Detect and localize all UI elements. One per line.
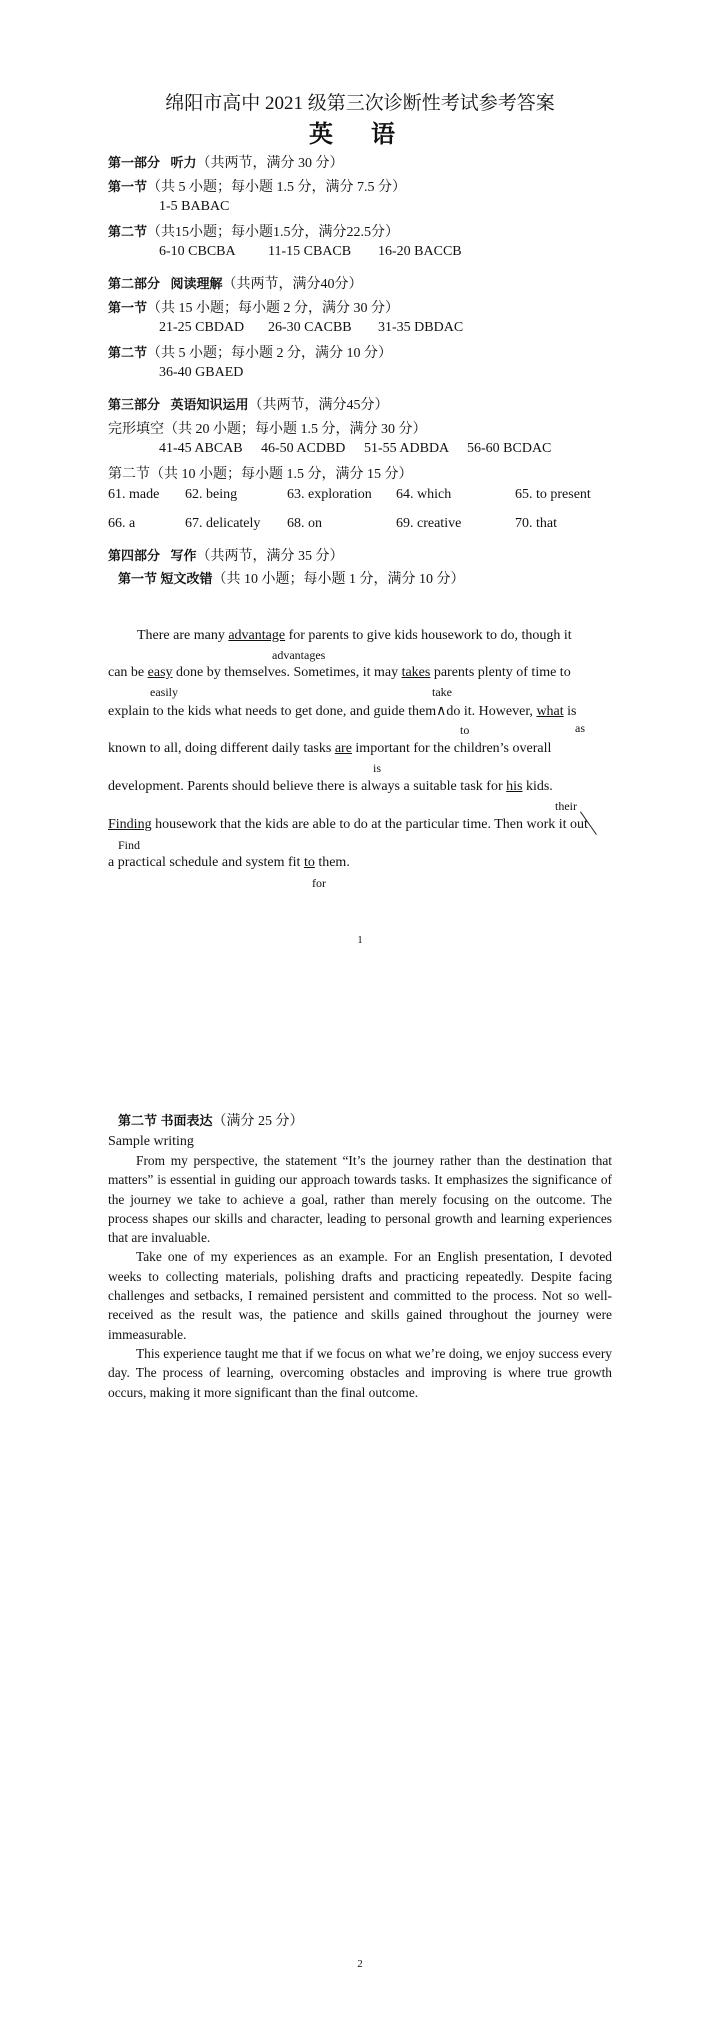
part1-heading [108, 152, 344, 172]
part3-sec1-answer-2: 46-50 ACDBD [261, 441, 346, 456]
part1-sec2-answer-1: 6-10 CBCBA [159, 244, 236, 259]
part1-name: 听力 [170, 156, 197, 171]
answer-69: 69. creative [396, 516, 462, 531]
part4-note: （共两节，满分 35 分） [196, 549, 344, 564]
insert-caret: ∧ [436, 704, 447, 719]
part3-sec1-heading: 完形填空（共 20 小题；每小题 1.5 分，满分 30 分） [108, 422, 427, 437]
part1-sec1-heading [108, 176, 406, 196]
part1-sec2-label: 第二节 [108, 225, 148, 240]
essay-paragraph-3: This experience taught me that if we focus on what we’re doing, we enjoy success every day. The process of learning, overcoming obstacles and improving is where true growth occurs, making it more significant than the final outcome. [108, 1345, 612, 1400]
correction-fix-2: easily [150, 685, 178, 699]
text: them. [314, 855, 350, 870]
text: do it. However, [446, 704, 537, 719]
text: development. Parents should believe there is always a suitable task for [108, 779, 507, 794]
part4-sec2-label: 第二节 [118, 1114, 158, 1129]
error-word: easy [147, 665, 173, 680]
part3-name: 英语知识运用 [170, 398, 249, 413]
part2-sec2-heading [108, 342, 392, 362]
part1-sec2-note: （共15小题；每小题1.5分，满分22.5分） [147, 225, 400, 240]
correction-line-4 [108, 741, 551, 757]
part1-sec2-answer-3: 16-20 BACCB [378, 244, 462, 259]
part3-note: （共两节，满分45分） [248, 398, 389, 413]
answer-68: 68. on [287, 516, 322, 531]
answer-65: 65. to present [515, 487, 591, 502]
answer-61: 61. made [108, 487, 160, 502]
part2-sec1-answer-3: 31-35 DBDAC [378, 320, 464, 335]
correction-fix-9: for [312, 876, 326, 890]
part2-sec2-note: （共 5 小题；每小题 2 分，满分 10 分） [147, 346, 393, 361]
part4-name: 写作 [170, 549, 197, 564]
part1-sec2-answer-2: 11-15 CBACB [268, 244, 352, 259]
part2-sec1-note: （共 15 小题；每小题 2 分，满分 30 分） [147, 301, 400, 316]
text: kids. [522, 779, 553, 794]
part1-label: 第一部分 [108, 156, 161, 171]
part2-sec2-label: 第二节 [108, 346, 148, 361]
error-word: are [334, 741, 352, 756]
essay-paragraph-2: Take one of my experiences as an example. For an English presentation, I devoted weeks to collecting materials, polishing drafts and practicing repeatedly. Despite facing challenges and setbacks, I remained persistent and committed to the process. Not so well-received as the result was, the patience and skills gained throughout the journey were immeasurable. [108, 1249, 612, 1342]
part1-sec1-label: 第一节 [108, 180, 148, 195]
error-word: to [303, 855, 315, 870]
correction-line-3 [108, 703, 577, 720]
correction-fix-4: to [460, 723, 470, 737]
correction-fix-3: take [432, 685, 452, 699]
answer-62: 62. being [185, 487, 238, 502]
correction-line-6 [108, 817, 588, 833]
text: for parents to give kids housework to do, though it [285, 628, 572, 643]
part3-sec2-heading: 第二节（共 10 小题；每小题 1.5 分，满分 15 分） [108, 467, 413, 482]
text: can be [108, 665, 148, 680]
part3-label: 第三部分 [108, 398, 161, 413]
part1-sec2-heading [108, 221, 399, 241]
part1-sec1-note: （共 5 小题；每小题 1.5 分，满分 7.5 分） [147, 180, 407, 195]
correction-line-1 [137, 628, 572, 644]
document-title: 绵阳市高中 2021 级第三次诊断性考试参考答案 [165, 93, 555, 114]
error-word: takes [401, 665, 431, 680]
text: parents plenty of time to [430, 665, 571, 680]
part4-sec1-heading [118, 568, 465, 588]
answer-70: 70. that [515, 516, 557, 531]
answer-64: 64. which [396, 487, 452, 502]
text: housework that the kids are able to do at the particular time. Then work it out [151, 817, 588, 832]
part4-sec1-note: （共 10 小题；每小题 1 分，满分 10 分） [212, 572, 465, 587]
correction-fix-8: Find [118, 838, 141, 852]
correction-fix-7: their [555, 799, 577, 813]
page-number-2: 2 [357, 1958, 363, 1970]
answer-67: 67. delicately [185, 516, 261, 531]
part1-note: （共两节，满分 30 分） [196, 156, 344, 171]
subject-title: 英 语 [309, 122, 411, 148]
error-word: his [506, 779, 523, 794]
answer-63: 63. exploration [287, 487, 372, 502]
part2-sec2-answers: 36-40 GBAED [159, 365, 244, 380]
part2-sec1-label: 第一节 [108, 301, 148, 316]
part1-sec1-answers: 1-5 BABAC [159, 199, 230, 214]
part2-label: 第二部分 [108, 277, 161, 292]
text: important for the children’s overall [351, 741, 552, 756]
part3-heading [108, 394, 389, 414]
part4-heading [108, 545, 344, 565]
part2-sec1-answer-1: 21-25 CBDAD [159, 320, 245, 335]
part4-label: 第四部分 [108, 549, 161, 564]
sample-essay [108, 1151, 612, 1402]
part2-sec1-heading [108, 297, 399, 317]
error-word: what [536, 704, 564, 719]
text: explain to the kids what needs to get done, and guide them [108, 704, 437, 719]
text: is [563, 704, 577, 719]
text: a practical schedule and system fit [108, 855, 304, 870]
part2-note: （共两节，满分40分） [222, 277, 363, 292]
correction-fix-6: is [373, 761, 382, 775]
correction-line-2 [108, 665, 571, 681]
part3-sec1-answer-1: 41-45 ABCAB [159, 441, 243, 456]
correction-line-5 [108, 779, 553, 795]
essay-heading: Sample writing [108, 1134, 194, 1149]
correction-fix-1: advantages [272, 648, 326, 662]
text: known to all, doing different daily tasks [108, 741, 335, 756]
part4-sec2-heading [118, 1110, 304, 1130]
essay-paragraph-1: From my perspective, the statement “It’s the journey rather than the destination that matters” is essential in guiding our approach towards tasks. It emphasizes the significance of the journey we take to achieve a goal, rather than merely focusing on the outcome. The process shapes our skills and character, leading to personal growth and learning experiences that are invaluable. [108, 1153, 612, 1246]
correction-fix-5: as [575, 721, 585, 735]
error-word: advantage [228, 628, 286, 643]
page-number-1: 1 [357, 934, 363, 946]
part3-sec1-answer-3: 51-55 ADBDA [364, 441, 450, 456]
text: done by themselves. Sometimes, it may [172, 665, 402, 680]
text: There are many [137, 628, 229, 643]
part3-sec1-answer-4: 56-60 BCDAC [467, 441, 552, 456]
part4-sec1-name: 短文改错 [160, 572, 213, 587]
error-word: Finding [108, 817, 152, 832]
part2-name: 阅读理解 [170, 277, 223, 292]
answer-66: 66. a [108, 516, 136, 531]
part4-sec2-note: （满分 25 分） [212, 1114, 304, 1129]
part2-sec1-answer-2: 26-30 CACBB [268, 320, 352, 335]
part4-sec1-label: 第一节 [118, 572, 158, 587]
correction-line-7 [108, 855, 350, 871]
part2-heading [108, 273, 363, 293]
part4-sec2-name: 书面表达 [160, 1114, 213, 1129]
